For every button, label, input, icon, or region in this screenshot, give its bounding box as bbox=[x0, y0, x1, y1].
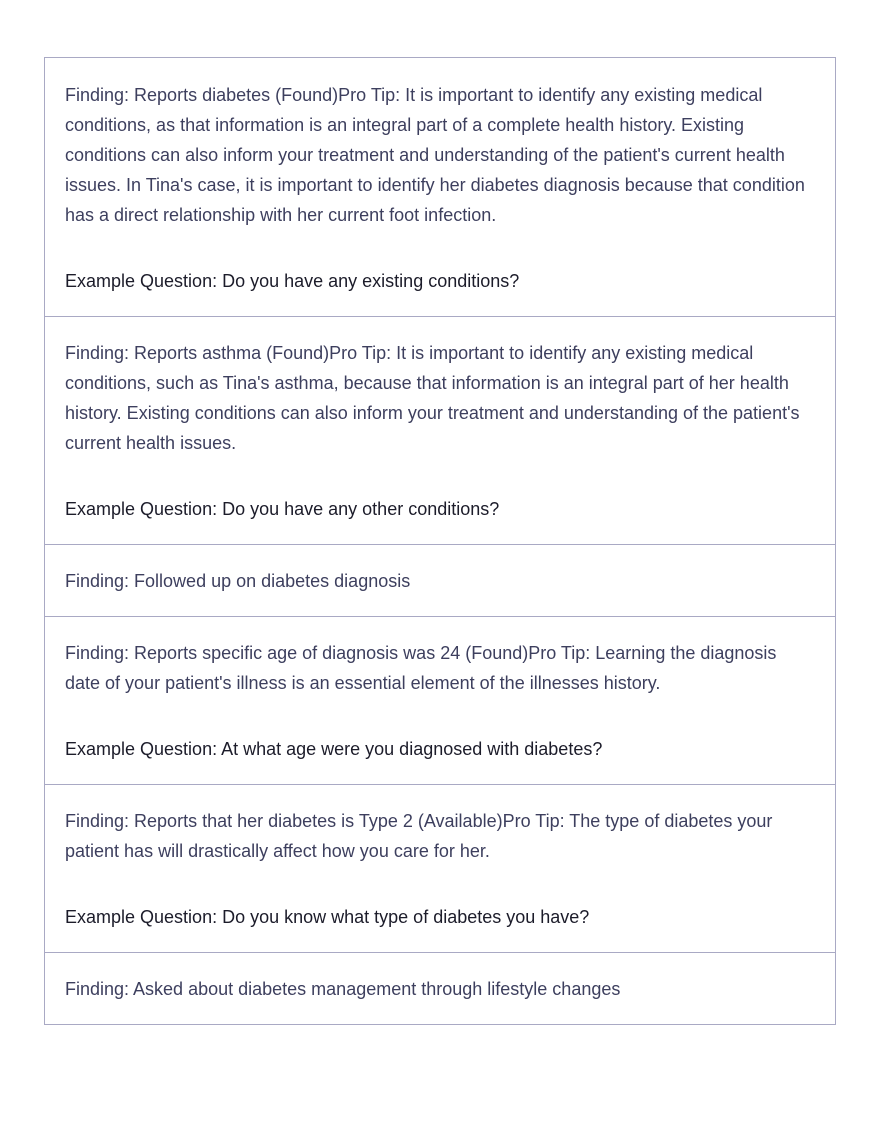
example-question: Example Question: At what age were you diagnosed with diabetes? bbox=[65, 739, 603, 759]
example-question: Example Question: Do you have any existing conditions? bbox=[65, 271, 520, 291]
finding-row bbox=[45, 952, 835, 1024]
example-question: Example Question: Do you have any other conditions? bbox=[65, 499, 500, 519]
finding-text: Finding: Asked about diabetes management through lifestyle changes bbox=[65, 979, 621, 999]
example-question: Example Question: Do you know what type of diabetes you have? bbox=[65, 907, 590, 927]
finding-row bbox=[45, 544, 835, 616]
findings-table bbox=[44, 57, 836, 1025]
finding-text: Finding: Followed up on diabetes diagnosis bbox=[65, 571, 411, 591]
finding-row bbox=[45, 784, 835, 952]
finding-text: Finding: Reports specific age of diagnosis was 24 (Found)Pro Tip: Learning the diagnosis date of your patient's illness is an essential element of the illnesses history. bbox=[65, 643, 777, 693]
finding-text: Finding: Reports diabetes (Found)Pro Tip: It is important to identify any existing medical conditions, as that information is an integral part of a complete health history. Existing conditions can also inform your treatment and understanding of the patient's current health issues. In Tina's case, it is important to identify her diabetes diagnosis because that condition has a direct relationship with her current foot infection. bbox=[65, 85, 805, 225]
finding-text: Finding: Reports asthma (Found)Pro Tip: It is important to identify any existing medical conditions, such as Tina's asthma, because that information is an integral part of her health history. Existing conditions can also inform your treatment and understanding of the patient's current health issues. bbox=[65, 343, 800, 453]
finding-row bbox=[45, 316, 835, 544]
finding-row bbox=[45, 616, 835, 784]
finding-row bbox=[45, 58, 835, 316]
finding-text: Finding: Reports that her diabetes is Type 2 (Available)Pro Tip: The type of diabetes your patient has will drastically affect how you care for her. bbox=[65, 811, 773, 861]
